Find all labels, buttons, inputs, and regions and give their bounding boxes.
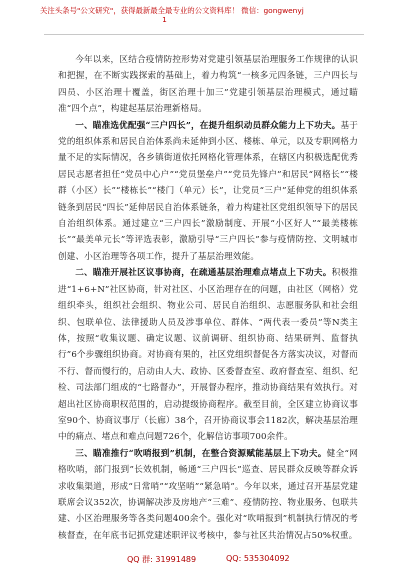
section-3-text: 健全“网格吹哨，部门报到”长效机制，畅通“三户四长”巡查、居民群众反映等群众诉求收集渠道，形成“日常哨”“攻坚哨”“紧急哨”。今年以来，通过召开基层党建联席会议352次，协调解决涉及房地产“三难”、疫情防控、物业服务、包联共建、小区治理服务等各类问题400余个。强化对“吹哨报到”机制执行情况的考核督查，在年底书记抓党建述职评议考核中，参与社区共治情况占50%权重。 <box>58 448 358 541</box>
banner-line-1: 关注头条号"公文研究"，获得最新最全最专业的公文资料库！ 微信：gongwenyj <box>40 6 304 15</box>
section-2-heading: 二、瞄准开展社区议事协商，在疏通基层治理难点堵点上下功夫。 <box>75 268 332 279</box>
document-body <box>58 52 358 544</box>
contact-footer <box>0 554 408 568</box>
banner-divider <box>44 34 364 35</box>
section-1-paragraph <box>58 118 358 266</box>
section-3-heading: 三、瞄准推行“吹哨报到”机制，在整合资源赋能基层上下功夫。 <box>75 448 327 459</box>
section-3-paragraph <box>58 446 358 544</box>
qq-group-number: QQ 群: 31991489 <box>127 555 197 564</box>
section-1-text: 基于党的组织体系和居民自治体系尚未延伸到小区、楼栋、单元，以及专职网格力量不足的实际情况，各乡镇街道依托网格化管理体系，在辖区内积极选配优秀居民志愿者担任“党员中心户”“党员堡垒户”“党员先锋户”和居民“网格长”“楼群（小区）长”“楼栋长”“楼门（单元）长”，让党员“三户”延伸党的组织体系链条到居民“四长”延伸居民自治体系链条，着力构建社区党组织领导下的居民自治组织体系。通过建立“三户四长”激励制度、开展“小区好人”“最美楼栋长”“最美单元长”等评选表彰，激励引导“三户四长”参与疫情防控、文明城市创建、小区治理等各项工作，提升了基层治理效能。 <box>58 120 358 262</box>
section-2-paragraph <box>58 265 358 445</box>
promo-banner <box>40 6 370 24</box>
section-2-text: 积极推进“1+6+N”社区协商，针对社区、小区治理存在的问题，由社区（网格）党组织牵头，组织社会组织、物业公司、居民自治组织、志愿服务队和社会组织、包联单位、法律援助人员及涉事单位、群体、“两代表一委员”等N类主体，按照“收集议题、确定议题、议前调研、组织协商、结果研判、监督执行”6个步骤组织协商。对协商有果的，社区党组织督促各方落实决议，对督而不行、督而慢行的，启动由人大、政协、区委督查室、政府督查室、组织、纪检、司法部门组成的“七路督办”，开展督办程序，推动协商结果有效执行。对超出社区协商职权范围的，启动提级协商程序。截至目前，全区建立协商议事室90个、协商议事厅（长廊）38个，召开协商议事会1182次，解决基层治理中的痛点、堵点和难点问题726个，化解信访事项700余件。 <box>58 268 359 443</box>
qq-number: QQ: 535304092 <box>226 554 290 563</box>
banner-line-2: 1 <box>40 15 167 24</box>
intro-paragraph: 今年以来，区结合疫情防控形势对党建引领基层治理服务工作规律的认识和把握，在不断实践探索的基础上，着力构筑“一核多元四条链，三户四长与四员、小区治理十覆盖，街区治理十加三”党建引领基层治理模式，通过瞄准“四个点”，构建起基层治理新格局。 <box>58 55 358 115</box>
section-1-heading: 一、瞄准选优配强“三户四长”，在提升组织动员群众能力上下功夫。 <box>75 120 341 131</box>
